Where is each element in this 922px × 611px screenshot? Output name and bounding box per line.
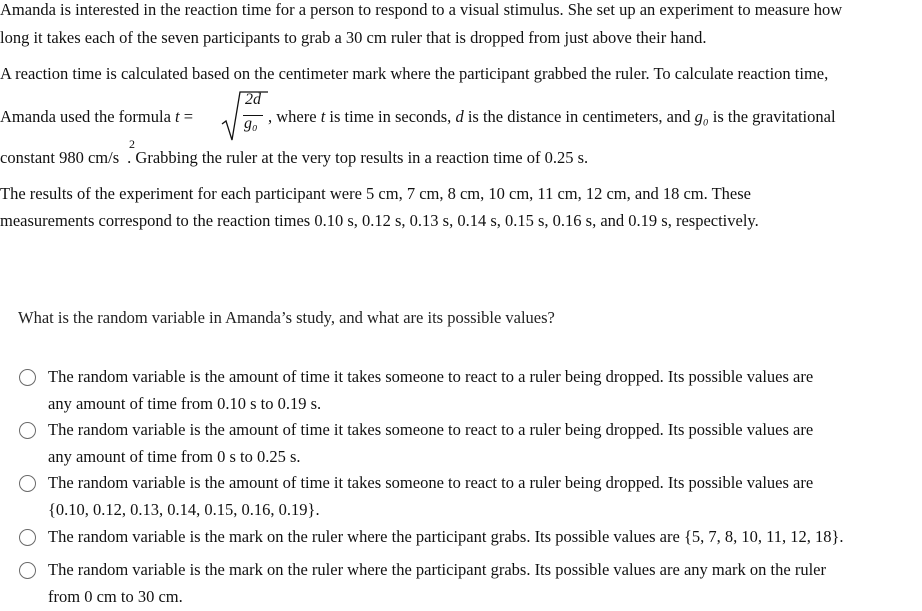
option-1-line-1: The random variable is the amount of time it takes someone to react to a ruler being dropped. Its possible values are [48,367,814,386]
option-2-line-1: The random variable is the amount of time it takes someone to react to a ruler being dropped. Its possible values are [48,420,814,439]
radio-button-3[interactable] [19,475,36,492]
formula-equals: = [179,107,194,126]
radio-button-4[interactable] [19,529,36,546]
formula-description: , where t is time in seconds, d is the distance in centimeters, and g₀ is the gravitational [268,107,836,126]
formula-var-t2: t [320,107,326,126]
radio-button-1[interactable] [19,369,36,386]
option-4-line-1: The random variable is the mark on the ruler where the participant grabs. Its possible values are {5, 7, 8, 10, 11, 12, 18}. [48,527,844,546]
radio-button-2[interactable] [19,422,36,439]
radio-button-5[interactable] [19,562,36,579]
option-5-line-2: from 0 cm to 30 cm. [48,587,183,606]
results-line-2: measurements correspond to the reaction times 0.10 s, 0.12 s, 0.13 s, 0.14 s, 0.15 s, 0.16 s, and 0.19 s, respectively. [0,211,759,230]
square-root-formula [221,88,269,144]
exponent-2: 2 [129,137,135,151]
formula-var-d: d [455,107,464,126]
intro-line-2: long it takes each of the seven participants to grab a 30 cm ruler that is dropped from just above their hand. [0,28,707,47]
question-text: What is the random variable in Amanda’s study, and what are its possible values? [18,308,555,327]
option-1-line-2: any amount of time from 0.10 s to 0.19 s. [48,394,322,413]
formula-var-t: t [175,107,180,126]
gravity-constant-line: constant 980 cm/s . Grabbing the ruler at the very top results in a reaction time of 0.25 s. [0,148,589,167]
formula-prefix: Amanda used the formula [0,107,176,126]
formula-var-g0: g₀ [694,107,709,126]
option-2-line-2: any amount of time from 0 s to 0.25 s. [48,447,301,466]
formula-line [0,107,193,127]
option-3-line-1: The random variable is the amount of time it takes someone to react to a ruler being dropped. Its possible values are [48,473,814,492]
option-3-line-2: {0.10, 0.12, 0.13, 0.14, 0.15, 0.16, 0.19}. [48,500,320,519]
option-5-line-1: The random variable is the mark on the ruler where the participant grabs. Its possible values are any mark on the ruler [48,560,826,579]
intro-line-3: A reaction time is calculated based on the centimeter mark where the participant grabbed the ruler. To calculate reaction time, [0,64,829,83]
results-line-1: The results of the experiment for each participant were 5 cm, 7 cm, 8 cm, 10 cm, 11 cm, 12 cm, and 18 cm. These [0,184,751,203]
fraction-denominator: g₀ [244,115,258,132]
fraction-numerator: 2d [245,91,261,108]
intro-line-1: Amanda is interested in the reaction time for a person to respond to a visual stimulus. She set up an experiment to measure how [0,0,843,19]
